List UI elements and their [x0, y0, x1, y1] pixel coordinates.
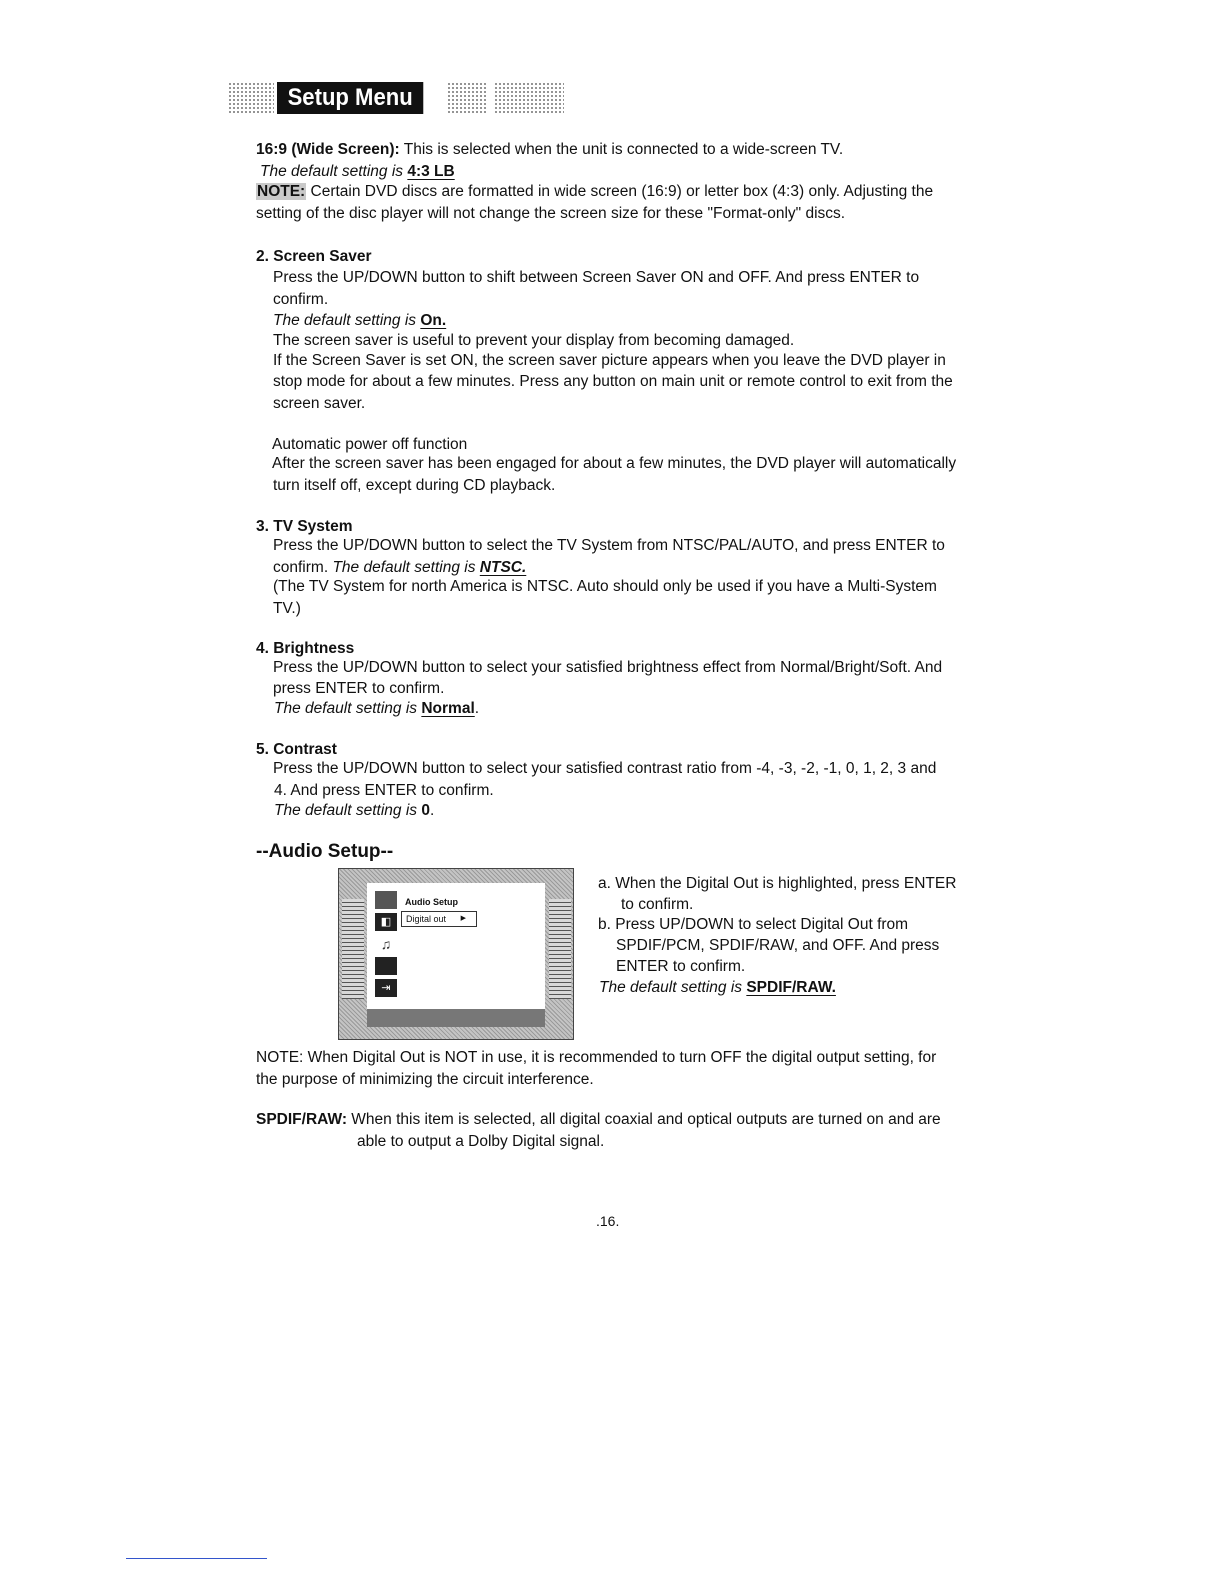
- audio-default-value: SPDIF/RAW.: [746, 979, 836, 996]
- header-dots-left: [228, 82, 274, 114]
- footer-rule: [126, 1558, 267, 1559]
- osd-title: Audio Setup: [405, 897, 458, 907]
- audio-step-b2: SPDIF/PCM, SPDIF/RAW, and OFF. And press: [616, 937, 940, 954]
- screen-saver-default-value: On.: [420, 312, 447, 329]
- header-dots-right-1: [447, 82, 487, 114]
- wide-default-value: 4:3 LB: [407, 163, 455, 180]
- screen-saver-heading: [256, 246, 371, 267]
- note-label: NOTE:: [257, 183, 306, 200]
- wide-desc: This is selected when the unit is connected to a wide-screen TV.: [399, 141, 844, 158]
- osd-bottom-bar: [367, 1009, 545, 1027]
- spdif-raw-term: SPDIF/RAW:: [256, 1111, 347, 1128]
- screen-saver-line4: If the Screen Saver is set ON, the screen saver picture appears when you leave the DVD player in: [273, 352, 946, 369]
- screen-saver-line3: The screen saver is useful to prevent your display from becoming damaged.: [273, 332, 795, 349]
- brightness-default: [274, 698, 479, 719]
- wide-default: [260, 161, 455, 182]
- brightness-line2: press ENTER to confirm.: [273, 680, 445, 697]
- tv-system-line3: (The TV System for north America is NTSC. Auto should only be used if you have a Multi-System: [273, 578, 937, 595]
- audio-step-a2: to confirm.: [621, 896, 694, 913]
- brightness-default-value: Normal: [421, 700, 475, 717]
- tv-system-heading-text: 3. TV System: [256, 518, 353, 535]
- contrast-default-suffix: .: [429, 802, 435, 819]
- audio-note-line1: NOTE: When Digital Out is NOT in use, it is recommended to turn OFF the digital output setting, for: [256, 1049, 937, 1066]
- brightness-heading-text: 4. Brightness: [256, 640, 355, 657]
- osd-exit-icon: ⇥: [375, 979, 397, 997]
- tv-system-line4: TV.): [273, 600, 301, 617]
- osd-digital-out-item: [401, 911, 477, 927]
- spdif-raw-line2: able to output a Dolby Digital signal.: [357, 1133, 605, 1150]
- header-dots-right-2: [494, 82, 564, 114]
- audio-setup-osd-screenshot: [338, 868, 574, 1040]
- brightness-heading: [256, 638, 354, 659]
- screen-saver-line6: screen saver.: [273, 395, 366, 412]
- screen-saver-line1: Press the UP/DOWN button to shift between Screen Saver ON and OFF. And press ENTER to: [273, 269, 920, 286]
- brightness-default-suffix: .: [474, 700, 480, 717]
- contrast-default-value: 0: [421, 802, 430, 819]
- contrast-heading-text: 5. Contrast: [256, 741, 337, 758]
- contrast-line1: Press the UP/DOWN button to select your satisfied contrast ratio from -4, -3, -2, -1, 0, 1, 2, 3 and: [273, 760, 937, 777]
- audio-step-b3: ENTER to confirm.: [616, 958, 746, 975]
- tv-system-default-value: NTSC.: [479, 559, 527, 576]
- contrast-line2: 4. And press ENTER to confirm.: [274, 782, 494, 799]
- page-title: Setup Menu: [277, 82, 423, 114]
- spdif-raw-desc1: When this item is selected, all digital coaxial and optical outputs are turned on and are: [347, 1111, 941, 1128]
- osd-audio-icon: ◧: [375, 913, 397, 931]
- audio-step-a1: a. When the Digital Out is highlighted, press ENTER: [598, 875, 957, 892]
- osd-arrow-right-icon: ▶: [460, 915, 466, 922]
- tv-system-heading: [256, 516, 353, 537]
- audio-note-line2: the purpose of minimizing the circuit interference.: [256, 1071, 594, 1088]
- osd-right-stripes: [549, 899, 571, 999]
- auto-power-off-title: Automatic power off function: [272, 436, 468, 453]
- wide-note-line1: [256, 181, 933, 202]
- screen-saver-heading-text: 2. Screen Saver: [256, 248, 372, 265]
- tv-system-line2-text: confirm.: [273, 559, 333, 576]
- audio-default: [599, 977, 836, 998]
- brightness-default-prefix: The default setting is: [274, 700, 422, 717]
- contrast-heading: [256, 739, 337, 760]
- screen-saver-default: [273, 310, 446, 331]
- contrast-default: [274, 800, 434, 821]
- osd-left-stripes: [342, 899, 364, 999]
- tv-system-default-prefix: The default setting is: [332, 559, 480, 576]
- wide-term: 16:9 (Wide Screen):: [256, 141, 400, 158]
- screen-saver-line2: confirm.: [273, 291, 329, 308]
- audio-step-b1: b. Press UP/DOWN to select Digital Out from: [598, 916, 909, 933]
- brightness-line1: Press the UP/DOWN button to select your satisfied brightness effect from Normal/Bright/Soft. And: [273, 659, 943, 676]
- spdif-raw-line1: [256, 1109, 941, 1130]
- wide-note-text1: Certain DVD discs are formatted in wide screen (16:9) or letter box (4:3) only. Adjusting the: [306, 183, 934, 200]
- audio-default-prefix: The default setting is: [599, 979, 747, 996]
- osd-dolby-icon: ♫: [380, 936, 392, 952]
- audio-setup-heading: --Audio Setup--: [256, 841, 394, 862]
- osd-general-icon: [375, 891, 397, 909]
- osd-digital-out-label: Digital out: [406, 914, 447, 924]
- contrast-default-prefix: The default setting is: [274, 802, 422, 819]
- auto-power-off-line1: After the screen saver has been engaged for about a few minutes, the DVD player will automatically: [272, 455, 957, 472]
- tv-system-line1: Press the UP/DOWN button to select the TV System from NTSC/PAL/AUTO, and press ENTER to: [273, 537, 945, 554]
- wide-default-prefix: The default setting is: [260, 163, 408, 180]
- screen-saver-default-prefix: The default setting is: [273, 312, 421, 329]
- screen-saver-line5: stop mode for about a few minutes. Press any button on main unit or remote control to exit from the: [273, 373, 953, 390]
- wide-line: [256, 139, 843, 160]
- osd-video-icon: [375, 957, 397, 975]
- page-number: .16.: [596, 1213, 620, 1229]
- auto-power-off-line2: turn itself off, except during CD playback.: [273, 477, 556, 494]
- wide-note-line2: setting of the disc player will not change the screen size for these "Format-only" discs.: [256, 205, 846, 222]
- tv-system-line2: [273, 557, 526, 578]
